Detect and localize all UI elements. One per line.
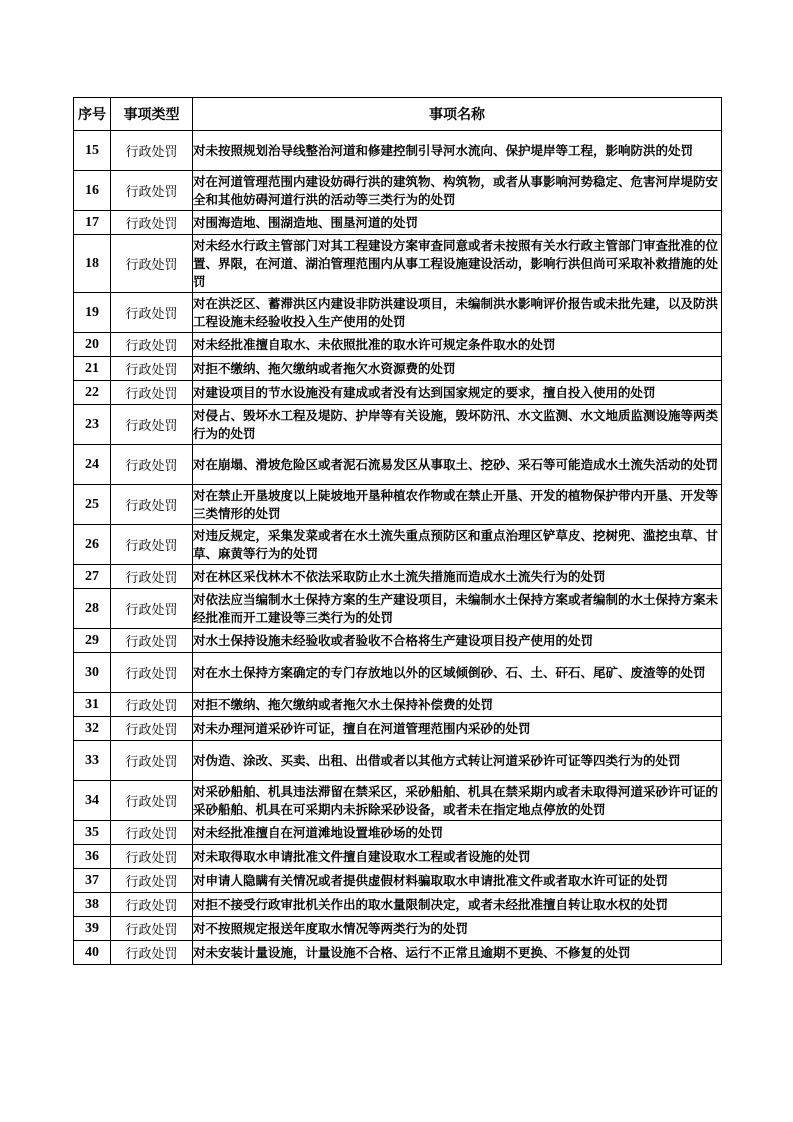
row-type: 行政处罚 bbox=[111, 653, 193, 693]
row-name: 对未经批准擅自在河道滩地设置堆砂场的处罚 bbox=[193, 821, 722, 845]
row-name: 对未经水行政主管部门对其工程建设方案审查同意或者未按照有关水行政主管部门审查批准的位置、界限，在河道、湖泊管理范围内从事工程设施建设活动，影响行洪但尚可采取补救措施的处罚 bbox=[193, 235, 722, 293]
row-name: 对拒不缴纳、拖欠缴纳或者拖欠水资源费的处罚 bbox=[193, 357, 722, 381]
row-type: 行政处罚 bbox=[111, 171, 193, 211]
row-name: 对未办理河道采砂许可证，擅自在河道管理范围内采砂的处罚 bbox=[193, 717, 722, 741]
row-number: 27 bbox=[74, 565, 111, 589]
row-name: 对侵占、毁坏水工程及堤防、护岸等有关设施，毁坏防汛、水文监测、水文地质监测设施等两类行为的处罚 bbox=[193, 405, 722, 445]
header-name: 事项名称 bbox=[193, 98, 722, 131]
row-number: 25 bbox=[74, 485, 111, 525]
row-number: 38 bbox=[74, 893, 111, 917]
table-row bbox=[74, 171, 722, 211]
row-number: 34 bbox=[74, 781, 111, 821]
row-type: 行政处罚 bbox=[111, 893, 193, 917]
table-row bbox=[74, 941, 722, 965]
row-number: 35 bbox=[74, 821, 111, 845]
row-number: 37 bbox=[74, 869, 111, 893]
table-row bbox=[74, 333, 722, 357]
table-row bbox=[74, 357, 722, 381]
row-type: 行政处罚 bbox=[111, 485, 193, 525]
row-type: 行政处罚 bbox=[111, 131, 193, 171]
row-type: 行政处罚 bbox=[111, 717, 193, 741]
row-name: 对在林区采伐林木不依法采取防止水土流失措施而造成水土流失行为的处罚 bbox=[193, 565, 722, 589]
table-row bbox=[74, 211, 722, 235]
row-name: 对未经批准擅自取水、未依照批准的取水许可规定条件取水的处罚 bbox=[193, 333, 722, 357]
row-type: 行政处罚 bbox=[111, 821, 193, 845]
table-row bbox=[74, 781, 722, 821]
row-number: 23 bbox=[74, 405, 111, 445]
table-row bbox=[74, 445, 722, 485]
table-row bbox=[74, 131, 722, 171]
row-name: 对依法应当编制水土保持方案的生产建设项目，未编制水土保持方案或者编制的水土保持方案未经批准而开工建设等三类行为的处罚 bbox=[193, 589, 722, 629]
row-type: 行政处罚 bbox=[111, 381, 193, 405]
row-type: 行政处罚 bbox=[111, 781, 193, 821]
document-page bbox=[73, 97, 721, 965]
row-name: 对围海造地、围湖造地、围垦河道的处罚 bbox=[193, 211, 722, 235]
row-name: 对不按照规定报送年度取水情况等两类行为的处罚 bbox=[193, 917, 722, 941]
row-number: 30 bbox=[74, 653, 111, 693]
table-header-row bbox=[74, 98, 722, 131]
table-row bbox=[74, 525, 722, 565]
row-type: 行政处罚 bbox=[111, 629, 193, 653]
row-number: 28 bbox=[74, 589, 111, 629]
row-name: 对伪造、涂改、买卖、出租、出借或者以其他方式转让河道采砂许可证等四类行为的处罚 bbox=[193, 741, 722, 781]
table-row bbox=[74, 629, 722, 653]
row-type: 行政处罚 bbox=[111, 845, 193, 869]
table-row bbox=[74, 741, 722, 781]
row-type: 行政处罚 bbox=[111, 293, 193, 333]
row-type: 行政处罚 bbox=[111, 693, 193, 717]
row-type: 行政处罚 bbox=[111, 211, 193, 235]
table-row bbox=[74, 717, 722, 741]
row-type: 行政处罚 bbox=[111, 525, 193, 565]
table-row bbox=[74, 917, 722, 941]
row-number: 33 bbox=[74, 741, 111, 781]
row-name: 对建设项目的节水设施没有建成或者没有达到国家规定的要求，擅自投入使用的处罚 bbox=[193, 381, 722, 405]
row-type: 行政处罚 bbox=[111, 445, 193, 485]
row-name: 对在崩塌、滑坡危险区或者泥石流易发区从事取土、挖砂、采石等可能造成水土流失活动的处罚 bbox=[193, 445, 722, 485]
table-row bbox=[74, 293, 722, 333]
table-row bbox=[74, 821, 722, 845]
row-type: 行政处罚 bbox=[111, 589, 193, 629]
items-table bbox=[73, 97, 722, 965]
row-number: 32 bbox=[74, 717, 111, 741]
row-name: 对在洪泛区、蓄滞洪区内建设非防洪建设项目，未编制洪水影响评价报告或未批先建，以及防洪工程设施未经验收投入生产使用的处罚 bbox=[193, 293, 722, 333]
header-type: 事项类型 bbox=[111, 98, 193, 131]
table-row bbox=[74, 893, 722, 917]
row-number: 31 bbox=[74, 693, 111, 717]
row-name: 对在水土保持方案确定的专门存放地以外的区域倾倒砂、石、土、矸石、尾矿、废渣等的处罚 bbox=[193, 653, 722, 693]
row-type: 行政处罚 bbox=[111, 357, 193, 381]
row-number: 17 bbox=[74, 211, 111, 235]
row-number: 29 bbox=[74, 629, 111, 653]
row-number: 15 bbox=[74, 131, 111, 171]
row-name: 对采砂船舶、机具违法滞留在禁采区，采砂船舶、机具在禁采期内或者未取得河道采砂许可证的采砂船舶、机具在可采期内未拆除采砂设备，或者未在指定地点停放的处罚 bbox=[193, 781, 722, 821]
row-type: 行政处罚 bbox=[111, 869, 193, 893]
row-number: 40 bbox=[74, 941, 111, 965]
row-number: 20 bbox=[74, 333, 111, 357]
row-name: 对违反规定，采集发菜或者在水土流失重点预防区和重点治理区铲草皮、挖树兜、滥挖虫草、甘草、麻黄等行为的处罚 bbox=[193, 525, 722, 565]
row-name: 对未按照规划治导线整治河道和修建控制引导河水流向、保护堤岸等工程，影响防洪的处罚 bbox=[193, 131, 722, 171]
table-row bbox=[74, 589, 722, 629]
row-type: 行政处罚 bbox=[111, 941, 193, 965]
table-row bbox=[74, 845, 722, 869]
row-number: 22 bbox=[74, 381, 111, 405]
row-type: 行政处罚 bbox=[111, 917, 193, 941]
row-number: 21 bbox=[74, 357, 111, 381]
row-name: 对未安装计量设施，计量设施不合格、运行不正常且逾期不更换、不修复的处罚 bbox=[193, 941, 722, 965]
row-type: 行政处罚 bbox=[111, 333, 193, 357]
row-name: 对申请人隐瞒有关情况或者提供虚假材料骗取取水申请批准文件或者取水许可证的处罚 bbox=[193, 869, 722, 893]
row-number: 39 bbox=[74, 917, 111, 941]
row-number: 16 bbox=[74, 171, 111, 211]
row-type: 行政处罚 bbox=[111, 741, 193, 781]
table-row bbox=[74, 405, 722, 445]
row-number: 18 bbox=[74, 235, 111, 293]
row-name: 对在河道管理范围内建设妨碍行洪的建筑物、构筑物，或者从事影响河势稳定、危害河岸堤防安全和其他妨碍河道行洪的活动等三类行为的处罚 bbox=[193, 171, 722, 211]
header-no: 序号 bbox=[74, 98, 111, 131]
table-row bbox=[74, 381, 722, 405]
row-type: 行政处罚 bbox=[111, 565, 193, 589]
row-type: 行政处罚 bbox=[111, 235, 193, 293]
row-name: 对水土保持设施未经验收或者验收不合格将生产建设项目投产使用的处罚 bbox=[193, 629, 722, 653]
table-row bbox=[74, 485, 722, 525]
table-row bbox=[74, 653, 722, 693]
table-row bbox=[74, 235, 722, 293]
row-number: 26 bbox=[74, 525, 111, 565]
row-name: 对拒不缴纳、拖欠缴纳或者拖欠水土保持补偿费的处罚 bbox=[193, 693, 722, 717]
row-type: 行政处罚 bbox=[111, 405, 193, 445]
row-name: 对拒不接受行政审批机关作出的取水量限制决定，或者未经批准擅自转让取水权的处罚 bbox=[193, 893, 722, 917]
row-number: 24 bbox=[74, 445, 111, 485]
table-row bbox=[74, 565, 722, 589]
row-number: 19 bbox=[74, 293, 111, 333]
table-row bbox=[74, 869, 722, 893]
table-row bbox=[74, 693, 722, 717]
row-number: 36 bbox=[74, 845, 111, 869]
row-name: 对未取得取水申请批准文件擅自建设取水工程或者设施的处罚 bbox=[193, 845, 722, 869]
row-name: 对在禁止开垦坡度以上陡坡地开垦种植农作物或在禁止开垦、开发的植物保护带内开垦、开发等三类情形的处罚 bbox=[193, 485, 722, 525]
